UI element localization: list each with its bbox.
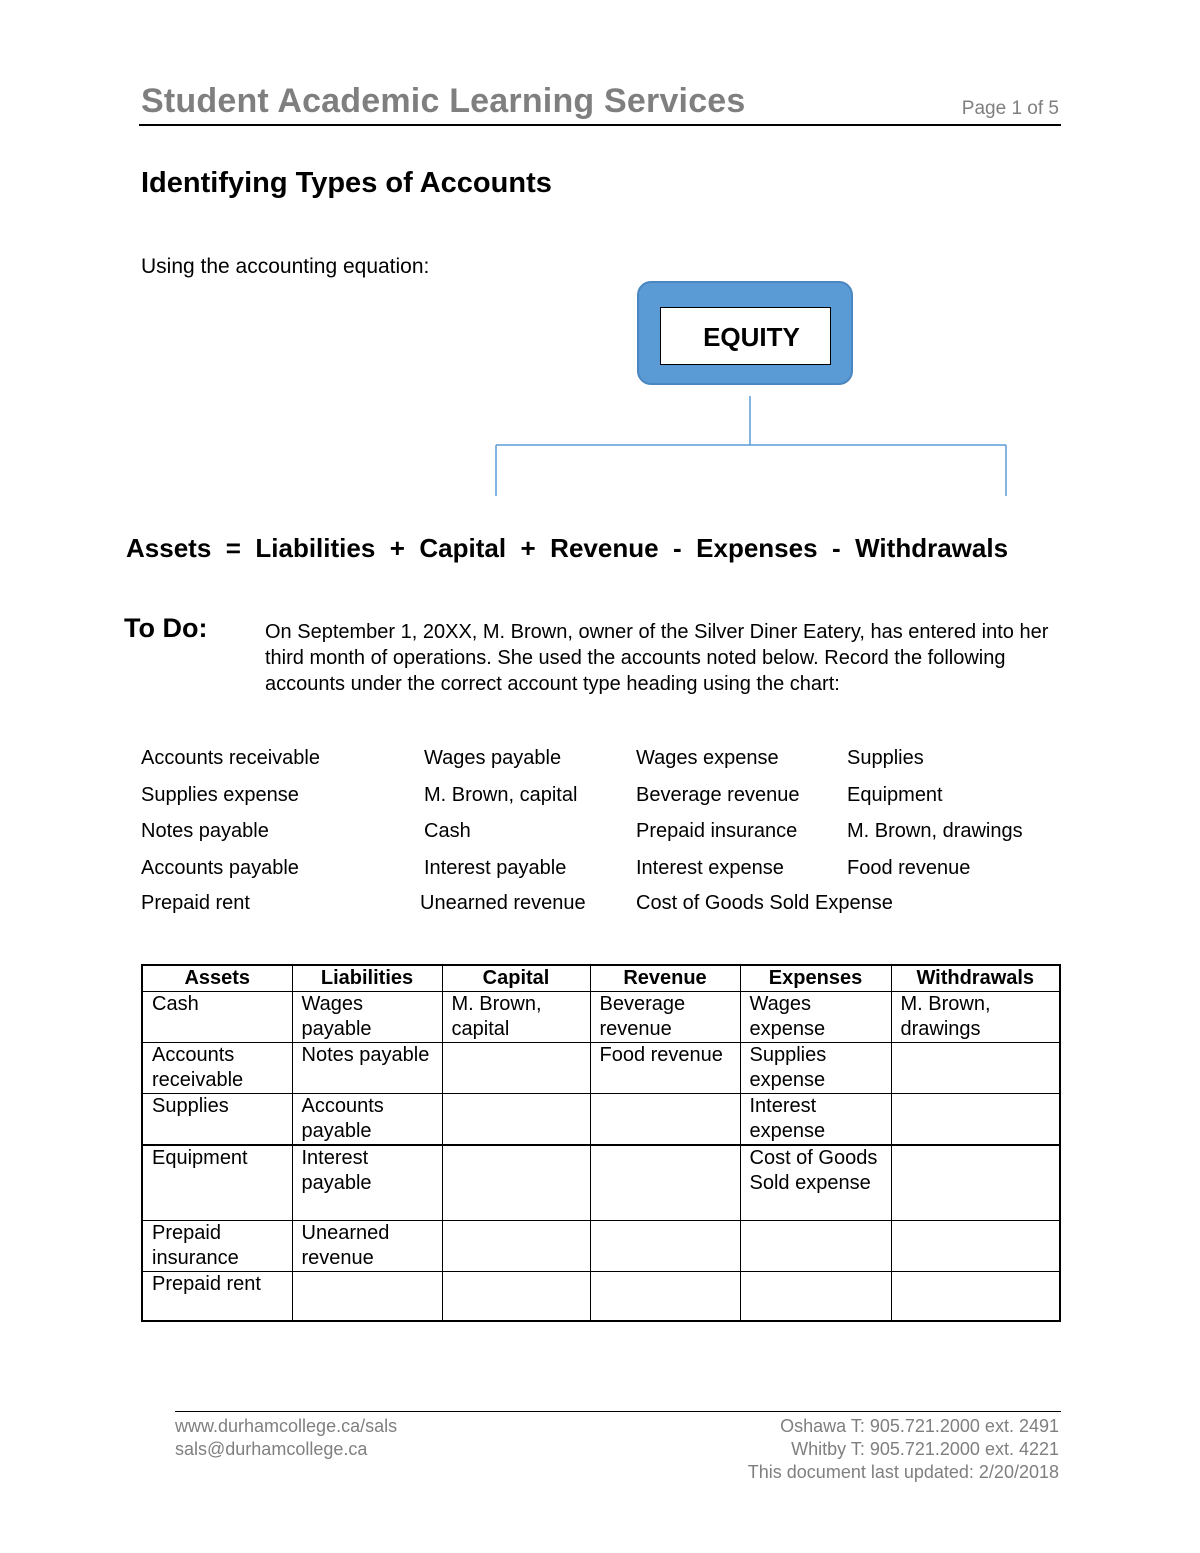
equity-bracket-connector — [0, 0, 1200, 520]
todo-label: To Do: — [124, 613, 208, 643]
table-cell: Accounts payable — [292, 1094, 442, 1146]
table-cell: Interest payable — [292, 1145, 442, 1220]
table-cell: M. Brown, drawings — [891, 992, 1060, 1043]
intro-text: Using the accounting equation: — [141, 255, 430, 278]
table-row — [142, 992, 1060, 1043]
account-list-item: Interest expense — [636, 857, 784, 879]
footer-last-updated: This document last updated: 2/20/2018 — [747, 1462, 1059, 1482]
footer-divider — [175, 1411, 1061, 1412]
table-cell — [442, 1094, 590, 1146]
account-list-item: Interest payable — [424, 857, 567, 879]
equation-term: Revenue — [550, 533, 659, 563]
header-title: Student Academic Learning Services — [141, 82, 746, 120]
account-type-table — [141, 964, 1061, 1322]
table-cell — [891, 1145, 1060, 1220]
table-row — [142, 1043, 1060, 1094]
account-list-item: Beverage revenue — [636, 784, 800, 806]
column-header-revenue: Revenue — [590, 965, 740, 992]
equation-operator: - — [673, 533, 682, 563]
column-header-assets: Assets — [142, 965, 292, 992]
table-cell: Prepaid insurance — [142, 1220, 292, 1271]
table-cell: Supplies expense — [740, 1043, 891, 1094]
table-cell: Notes payable — [292, 1043, 442, 1094]
footer-oshawa-phone: Oshawa T: 905.721.2000 ext. 2491 — [780, 1416, 1059, 1436]
account-list-item: Accounts receivable — [141, 747, 320, 769]
table-cell — [590, 1094, 740, 1146]
todo-instructions: On September 1, 20XX, M. Brown, owner of the Silver Diner Eatery, has entered into her third month of operations. She used the accounts noted below. Record the following accounts under the correct account type heading using the chart: — [265, 621, 1049, 695]
account-list-item: Prepaid insurance — [636, 820, 798, 842]
table-cell — [740, 1271, 891, 1321]
account-list-item: Cost of Goods Sold Expense — [636, 892, 893, 914]
table-cell — [891, 1271, 1060, 1321]
table-cell: Cost of Goods Sold expense — [740, 1145, 891, 1220]
table-cell — [442, 1145, 590, 1220]
equation-operator: = — [225, 533, 241, 563]
account-list-item: Notes payable — [141, 820, 269, 842]
table-cell: Prepaid rent — [142, 1271, 292, 1321]
account-list-item: Cash — [424, 820, 471, 842]
table-cell — [590, 1271, 740, 1321]
footer-website-link[interactable]: www.durhamcollege.ca/sals — [175, 1416, 398, 1436]
table-cell: Interest expense — [740, 1094, 891, 1146]
equation-operator: + — [389, 533, 405, 563]
table-row — [142, 1145, 1060, 1220]
column-header-expenses: Expenses — [740, 965, 891, 992]
account-list-item: Supplies expense — [141, 784, 299, 806]
footer-whitby-phone: Whitby T: 905.721.2000 ext. 4221 — [791, 1439, 1059, 1459]
footer-contact-right — [748, 1415, 1059, 1484]
table-cell — [590, 1145, 740, 1220]
equity-box-label: EQUITY — [660, 307, 831, 365]
account-list-item: Equipment — [847, 784, 943, 806]
table-cell — [891, 1220, 1060, 1271]
equation-term: Withdrawals — [855, 533, 1009, 563]
table-cell — [590, 1220, 740, 1271]
account-list-item: Unearned revenue — [420, 892, 586, 914]
account-list-item: M. Brown, capital — [424, 784, 578, 806]
table-cell: Equipment — [142, 1145, 292, 1220]
account-list-item: Supplies — [847, 747, 924, 769]
table-cell — [740, 1220, 891, 1271]
equation-term: Capital — [419, 533, 507, 563]
table-cell: Beverage revenue — [590, 992, 740, 1043]
table-cell — [442, 1220, 590, 1271]
table-cell — [891, 1094, 1060, 1146]
column-header-capital: Capital — [442, 965, 590, 992]
equation-operator: + — [520, 533, 536, 563]
table-cell: Accounts receivable — [142, 1043, 292, 1094]
table-cell: M. Brown, capital — [442, 992, 590, 1043]
account-list-item: Food revenue — [847, 857, 971, 879]
accounting-equation — [126, 533, 1008, 564]
table-cell: Wages payable — [292, 992, 442, 1043]
table-cell: Cash — [142, 992, 292, 1043]
column-header-liabilities: Liabilities — [292, 965, 442, 992]
table-cell — [292, 1271, 442, 1321]
equation-operator: - — [832, 533, 841, 563]
account-list-item: Wages payable — [424, 747, 562, 769]
account-list-item: Prepaid rent — [141, 892, 250, 914]
table-cell — [442, 1271, 590, 1321]
footer-contact-left — [175, 1415, 397, 1461]
equation-term: Expenses — [696, 533, 818, 563]
account-list-item: Accounts payable — [141, 857, 299, 879]
account-list-item: Wages expense — [636, 747, 779, 769]
document-title: Identifying Types of Accounts — [141, 167, 552, 199]
table-row — [142, 1094, 1060, 1146]
table-cell — [442, 1043, 590, 1094]
table-row — [142, 1271, 1060, 1321]
table-header-row — [142, 965, 1060, 992]
table-cell: Supplies — [142, 1094, 292, 1146]
equation-term: Liabilities — [255, 533, 376, 563]
column-header-withdrawals: Withdrawals — [891, 965, 1060, 992]
table-row — [142, 1220, 1060, 1271]
table-cell: Unearned revenue — [292, 1220, 442, 1271]
table-cell: Wages expense — [740, 992, 891, 1043]
page-number: Page 1 of 5 — [961, 98, 1059, 119]
table-cell — [891, 1043, 1060, 1094]
equation-term: Assets — [126, 533, 212, 563]
table-cell: Food revenue — [590, 1043, 740, 1094]
account-list-item: M. Brown, drawings — [847, 820, 1023, 842]
footer-email-link[interactable]: sals@durhamcollege.ca — [175, 1439, 368, 1459]
